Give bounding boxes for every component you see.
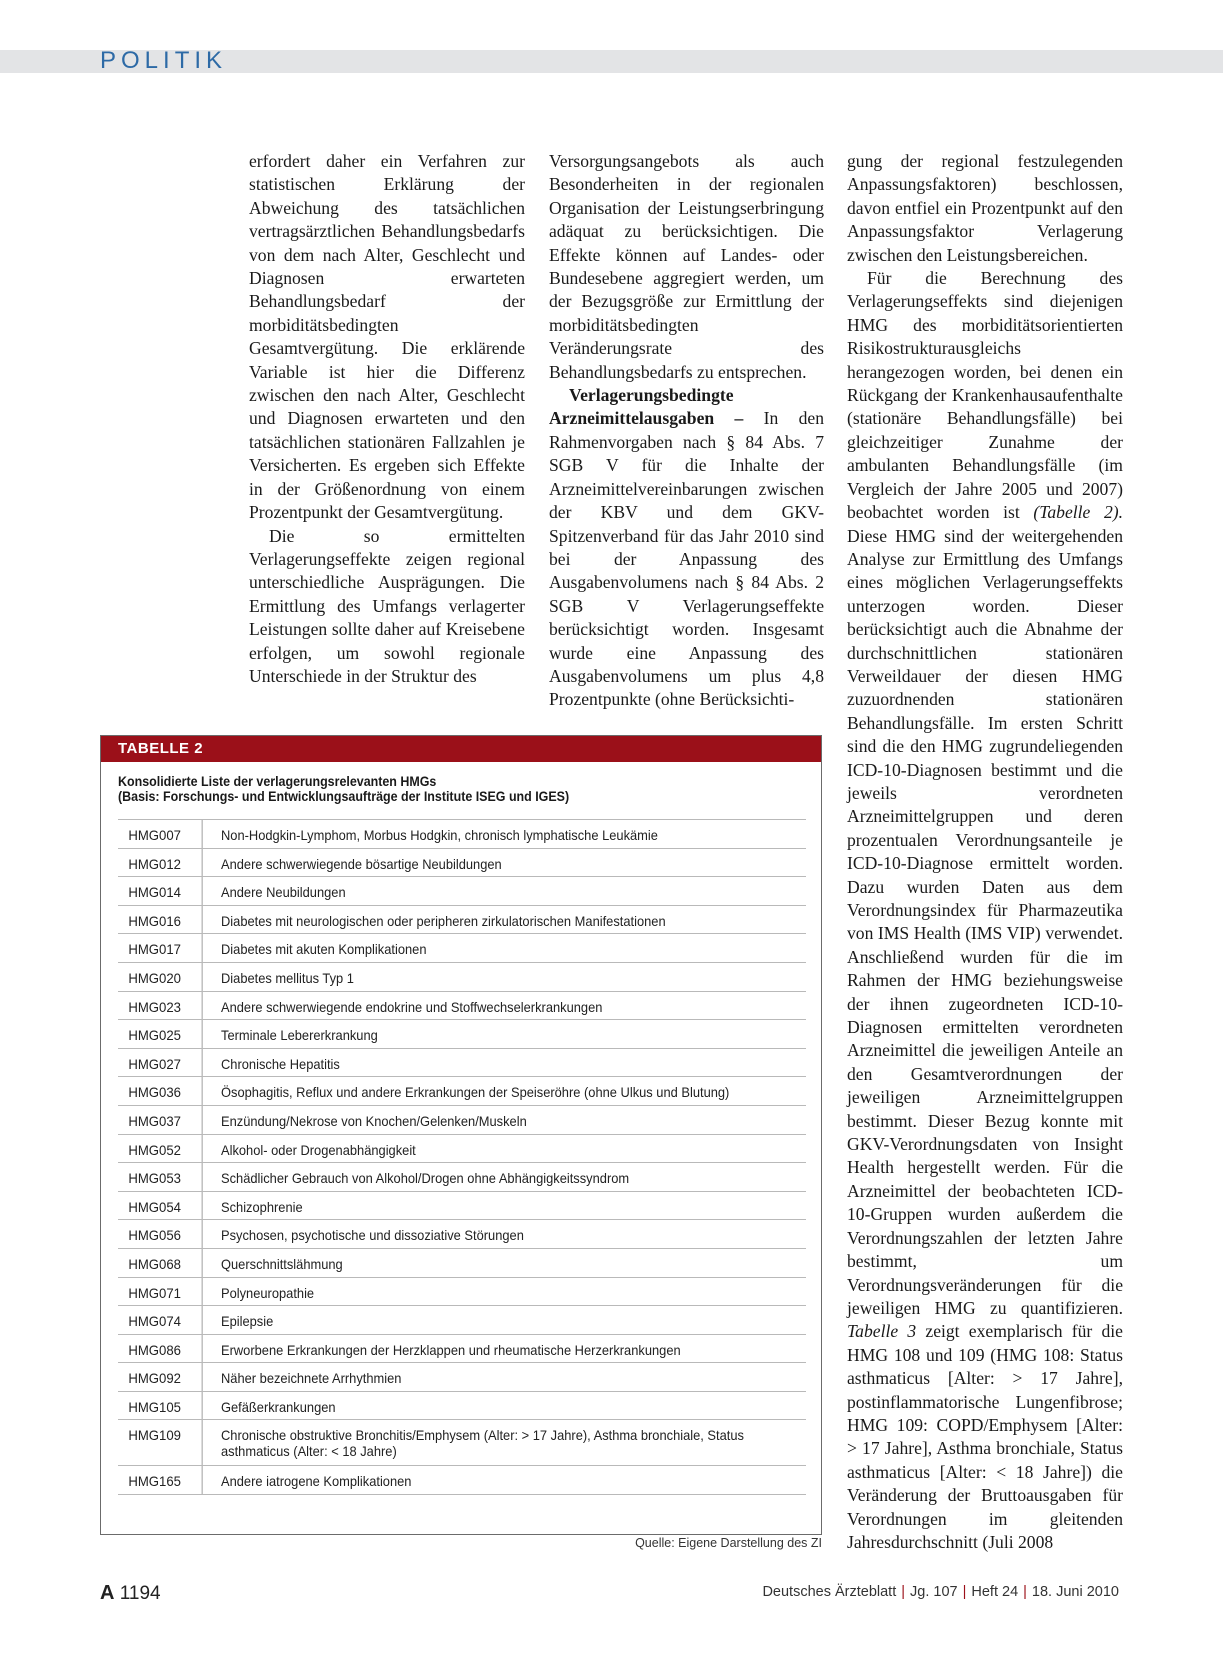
journal-issue: Heft 24 — [971, 1584, 1019, 1600]
table-row — [118, 820, 806, 849]
table-label: TABELLE 2 — [101, 736, 821, 762]
table-row — [118, 1020, 806, 1049]
paragraph: Die so ermittelten Verlagerungseffekte zeigen regional unterschiedliche Ausprägungen. Die Ermittlung des Umfangs verlagerter Leistungen sollte daher auf Kreisebene erfolgen, um sowohl regionale Unterschiede in der Struktur des — [249, 525, 525, 686]
table-source: Quelle: Eigene Darstellung des ZI — [635, 1536, 822, 1550]
table-row — [118, 877, 806, 906]
text-column-1 — [249, 150, 525, 688]
hmg-description — [208, 934, 806, 962]
table-row — [118, 849, 806, 878]
paragraph-text: zeigt exemplarisch für die HMG 108 und 109 (HMG 108: Status asthmaticus [Alter: > 17 Jahre], postinflammatorische Lungenfibrose; HMG 109: COPD/Emphysem [Alter: > 17 Jahre], Asthma bronchiale, Status asthmaticus [Alter: < 18 Jahre]) die Veränderung der Bruttoausgaben für Verordnungen im gleitenden Jahresdurchschnitt (Juli 2008 — [847, 1321, 1123, 1552]
hmg-description — [208, 877, 806, 905]
hmg-code: HMG053 — [118, 1163, 203, 1191]
table-row — [118, 1278, 806, 1307]
hmg-description — [208, 1335, 806, 1363]
hmg-description-text: Polyneuropathie — [221, 1284, 315, 1301]
page-prefix: A — [100, 1582, 115, 1604]
hmg-description — [208, 1363, 806, 1391]
hmg-description-text: Andere schwerwiegende bösartige Neubildungen — [221, 855, 502, 872]
hmg-description — [208, 1278, 806, 1306]
hmg-code: HMG014 — [118, 877, 203, 905]
paragraph-text: Für die Berechnung des Verlagerungseffekts sind diejenigen HMG des morbiditätsorientierten Risikostrukturausgleichs herangezogen worden, bei denen ein Rückgang der Krankenhausaufenthalte (stationäre Behandlungsfälle) bei gleichzeitiger Zunahme der ambulanten Behandlungsfälle (im Vergleich der Jahre 2005 und 2007) beobachtet worden ist — [847, 268, 1123, 523]
hmg-code: HMG068 — [118, 1249, 203, 1277]
table-row — [118, 1163, 806, 1192]
hmg-description — [208, 1163, 806, 1191]
hmg-description-text: Chronische Hepatitis — [221, 1055, 340, 1072]
hmg-code: HMG086 — [118, 1335, 203, 1363]
hmg-description — [208, 1020, 806, 1048]
hmg-code: HMG037 — [118, 1106, 203, 1134]
table-row — [118, 1077, 806, 1106]
table-row — [118, 1392, 806, 1421]
hmg-code: HMG036 — [118, 1077, 203, 1105]
paragraph: erfordert daher ein Verfahren zur statistischen Erklärung der Abweichung des tatsächlichen vertragsärztlichen Behandlungsbedarfs von dem nach Alter, Geschlecht und Diagnosen erwarteten Behandlungsbedarf der morbiditätsbedingten Gesamtvergütung. Die erklärende Variable ist hier die Differenz zwischen den nach Alter, Geschlecht und Diagnosen erwarteten und den tatsächlichen stationären Fallzahlen je Versicherten. Es ergeben sich Effekte in der Größenordnung von einem Prozentpunkt der Gesamtvergütung. — [249, 151, 525, 523]
hmg-description — [208, 1192, 806, 1220]
text-column-2 — [549, 150, 824, 712]
hmg-description — [208, 1392, 806, 1420]
table-row — [118, 963, 806, 992]
hmg-description — [208, 992, 806, 1020]
hmg-description-text: Chronische obstruktive Bronchitis/Emphysem (Alter: > 17 Jahre), Asthma bronchiale, Status asthmaticus (Alter: < 18 Jahre) — [221, 1427, 744, 1460]
hmg-description-text: Schädlicher Gebrauch von Alkohol/Drogen ohne Abhängigkeitssyndrom — [221, 1170, 630, 1187]
table-2-box — [100, 735, 822, 1535]
hmg-code: HMG165 — [118, 1466, 203, 1494]
table-reference: (Tabelle 2). — [1033, 502, 1123, 523]
hmg-description-text: Andere schwerwiegende endokrine und Stoffwechselerkrankungen — [221, 998, 603, 1015]
journal-name: Deutsches Ärzteblatt — [762, 1584, 897, 1600]
journal-footer: Deutsches Ärzteblatt | Jg. 107 | Heft 24 | 18. Juni 2010 — [762, 1584, 1119, 1600]
table-title — [118, 774, 750, 804]
hmg-code: HMG016 — [118, 906, 203, 934]
paragraph: gung der regional festzulegenden Anpassungsfaktoren) beschlossen, davon entfiel ein Prozentpunkt auf den Anpassungsfaktor Verlagerung zwischen den Leistungsbereichen. — [847, 151, 1123, 265]
hmg-description — [208, 1420, 806, 1465]
table-title-line: (Basis: Forschungs- und Entwicklungsaufträge der Institute ISEG und IGES) — [118, 789, 570, 804]
journal-date: 18. Juni 2010 — [1031, 1584, 1119, 1600]
hmg-code: HMG052 — [118, 1135, 203, 1163]
page-number-value: 1194 — [119, 1583, 161, 1604]
hmg-description-text: Terminale Lebererkrankung — [221, 1027, 378, 1044]
hmg-code: HMG074 — [118, 1306, 203, 1334]
hmg-description-text: Alkohol- oder Drogenabhängigkeit — [221, 1141, 416, 1158]
table-row — [118, 1049, 806, 1078]
hmg-description-text: Näher bezeichnete Arrhythmien — [221, 1370, 402, 1387]
hmg-description-text: Gefäßerkrankungen — [221, 1398, 336, 1415]
journal-volume: Jg. 107 — [910, 1584, 958, 1600]
hmg-description-text: Andere Neubildungen — [221, 884, 346, 901]
hmg-description-text: Diabetes mit akuten Komplikationen — [221, 941, 427, 958]
paragraph: Versorgungsangebots als auch Besonderheiten in der regionalen Organisation der Leistungserbringung adäquat zu berücksichtigen. Die Effekte können auf Landes- oder Bundesebene aggregiert werden, um der Bezugsgröße zur Ermittlung der morbiditätsbedingten Veränderungsrate des Behandlungsbedarfs zu entsprechen. — [549, 151, 824, 382]
hmg-description-text: Querschnittslähmung — [221, 1255, 343, 1272]
page-number — [100, 1582, 161, 1605]
table-row — [118, 992, 806, 1021]
hmg-description — [208, 963, 806, 991]
table-row — [118, 1335, 806, 1364]
table-title-line: Konsolidierte Liste der verlagerungsrelevanten HMGs — [118, 774, 437, 789]
hmg-description-text: Psychosen, psychotische und dissoziative Störungen — [221, 1227, 524, 1244]
table-reference: Tabelle 3 — [847, 1321, 917, 1342]
text-column-3 — [847, 150, 1123, 1554]
hmg-description — [208, 1106, 806, 1134]
hmg-description-text: Enzündung/Nekrose von Knochen/Gelenken/Muskeln — [221, 1112, 527, 1129]
subheading: Verlagerungsbedingte Arzneimittelausgaben – — [549, 385, 744, 429]
hmg-code: HMG027 — [118, 1049, 203, 1077]
hmg-description-text: Diabetes mellitus Typ 1 — [221, 969, 354, 986]
hmg-code: HMG105 — [118, 1392, 203, 1420]
hmg-description-text: Schizophrenie — [221, 1198, 303, 1215]
table-row — [118, 1466, 806, 1495]
hmg-description — [208, 1306, 806, 1334]
table-row — [118, 1363, 806, 1392]
table-rows — [118, 819, 806, 1495]
hmg-code: HMG054 — [118, 1192, 203, 1220]
hmg-description — [208, 1077, 806, 1105]
hmg-description — [208, 1135, 806, 1163]
hmg-description-text: Non-Hodgkin-Lymphom, Morbus Hodgkin, chronisch lymphatische Leukämie — [221, 827, 658, 843]
hmg-code: HMG025 — [118, 1020, 203, 1048]
hmg-description — [208, 1049, 806, 1077]
table-row — [118, 1420, 806, 1466]
hmg-description — [208, 1466, 806, 1494]
hmg-code: HMG020 — [118, 963, 203, 991]
hmg-description — [208, 1220, 806, 1248]
paragraph-text: In den Rahmenvorgaben nach § 84 Abs. 7 SGB V für die Inhalte der Arzneimittelvereinbarungen zwischen der KBV und dem GKV-Spitzenverband für das Jahr 2010 sind bei der Anpassung des Ausgabenvolumens nach § 84 Abs. 2 SGB V Verlagerungseffekte berücksichtigt worden. Insgesamt wurde eine Anpassung des Ausgabenvolumens um plus 4,8 Prozentpunkte (ohne Berücksichti- — [549, 408, 824, 710]
hmg-description — [208, 906, 806, 934]
table-row — [118, 1135, 806, 1164]
paragraph — [847, 267, 1123, 1554]
table-row — [118, 1306, 806, 1335]
hmg-description-text: Diabetes mit neurologischen oder peripheren zirkulatorischen Manifestationen — [221, 912, 666, 929]
table-row — [118, 1192, 806, 1221]
paragraph-text: Diese HMG sind der weitergehenden Analyse zur Ermittlung des Umfangs eines möglichen Verlagerungseffekts unterzogen worden. Dieser berücksichtigt auch die Abnahme der durchschnittlichen stationären Verweildauer der diesen HMG zuzuordnenden stationären Behandlungsfälle. Im ersten Schritt sind die den HMG zugrundeliegenden ICD-10-Diagnosen bestimmt und die jeweils verordneten Arzneimittelgruppen und deren prozentualen Verordnungsanteile je ICD-10-Diagnose ermittelt worden. Dazu wurden Daten aus dem Verordnungsindex für Pharmazeutika von IMS Health (IMS VIP) verwendet. Anschließend wurden für die im Rahmen der HMG beziehungsweise der ihnen zugeordneten ICD-10-Diagnosen ermittelten verordneten Arzneimittel die jeweiligen Anteile an den Gesamtverordnungen der jeweiligen Arzneimittelgruppen bestimmt. Dieser Bezug konnte mit GKV-Verordnungsdaten von Insight Health hergestellt werden. Für die Arzneimittel der beobachteten ICD-10-Gruppen wurden außerdem die Verordnungszahlen der letzten Jahre bestimmt, um Verordnungsveränderungen für die jeweiligen HMG zu quantifizieren. — [847, 525, 1123, 1318]
hmg-description — [208, 849, 806, 877]
table-row — [118, 1249, 806, 1278]
hmg-code: HMG109 — [118, 1420, 203, 1465]
paragraph — [549, 384, 824, 712]
table-row — [118, 1220, 806, 1249]
hmg-description-text: Erworbene Erkrankungen der Herzklappen und rheumatische Herzerkrankungen — [221, 1341, 681, 1358]
hmg-code: HMG012 — [118, 849, 203, 877]
hmg-code: HMG056 — [118, 1220, 203, 1248]
hmg-code: HMG071 — [118, 1278, 203, 1306]
table-row — [118, 906, 806, 935]
hmg-code: HMG092 — [118, 1363, 203, 1391]
table-row — [118, 1106, 806, 1135]
hmg-description-text: Ösophagitis, Reflux und andere Erkrankungen der Speiseröhre (ohne Ulkus und Blutung) — [221, 1084, 730, 1101]
hmg-description-text: Andere iatrogene Komplikationen — [221, 1473, 412, 1490]
hmg-description — [208, 1249, 806, 1277]
section-label: POLITIK — [100, 47, 228, 74]
hmg-code: HMG017 — [118, 934, 203, 962]
hmg-description — [208, 820, 806, 848]
hmg-description-text: Epilepsie — [221, 1313, 274, 1330]
hmg-code: HMG023 — [118, 992, 203, 1020]
table-row — [118, 934, 806, 963]
hmg-code: HMG007 — [118, 820, 203, 848]
